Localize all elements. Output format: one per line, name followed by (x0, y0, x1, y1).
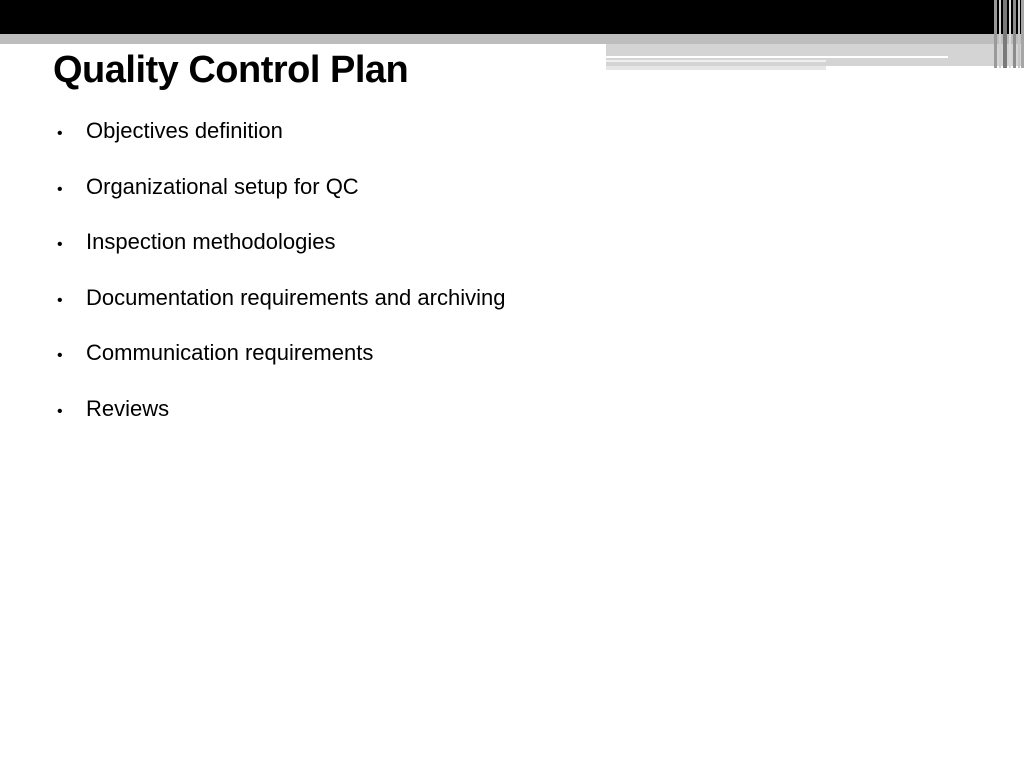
list-item (55, 174, 505, 230)
list-item (55, 285, 505, 341)
bullet-icon: • (57, 291, 63, 309)
list-item (55, 340, 505, 396)
bullet-list (55, 118, 505, 451)
header-band-right-line (606, 56, 948, 58)
header-stripes-decoration (994, 0, 1024, 68)
header-band-right (606, 44, 1024, 66)
bullet-text: Documentation requirements and archiving (86, 284, 506, 310)
list-item (55, 396, 505, 452)
bullet-text: Reviews (86, 395, 170, 421)
bullet-text: Objectives definition (86, 118, 283, 143)
bullet-icon: • (57, 125, 63, 142)
bullet-icon: • (57, 180, 63, 198)
header-band-black (0, 0, 1024, 34)
list-item (55, 229, 505, 285)
bullet-icon: • (57, 402, 63, 420)
header-band-gray (0, 34, 1024, 44)
list-item (55, 118, 505, 174)
bullet-text: Communication requirements (86, 340, 374, 365)
bullet-text: Inspection methodologies (86, 229, 336, 254)
slide-title: Quality Control Plan (53, 49, 409, 91)
bullet-text: Organizational setup for QC (86, 173, 359, 199)
header-band-right-line (606, 60, 826, 62)
bullet-icon: • (57, 236, 63, 253)
bullet-icon: • (57, 347, 63, 364)
header-band-right-line (606, 66, 826, 70)
